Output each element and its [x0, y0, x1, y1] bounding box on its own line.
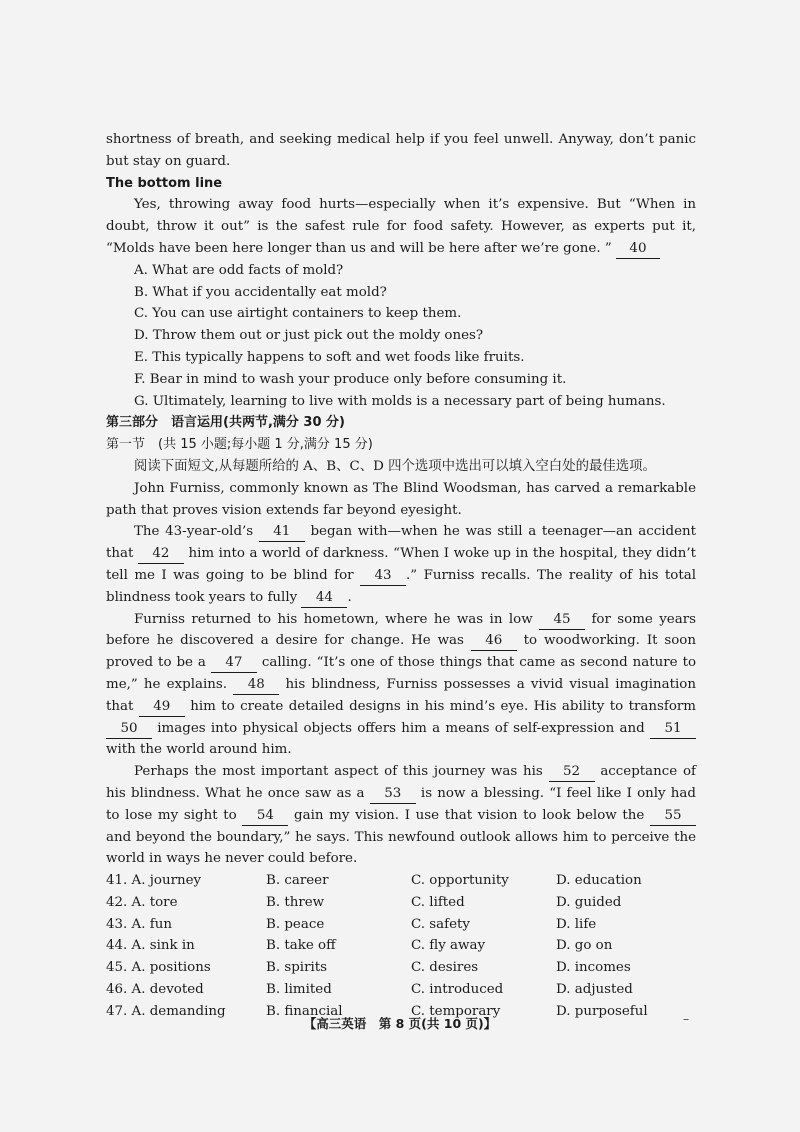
option-b[interactable]: B. What if you accidentally eat mold?	[134, 284, 387, 300]
question-44	[106, 935, 696, 957]
options-list	[106, 260, 696, 413]
answer-grid	[106, 870, 696, 1023]
choice-42-a[interactable]: 42. A. tore	[106, 894, 178, 910]
choice-42-c[interactable]: C. lifted	[411, 894, 465, 910]
blank-49[interactable]: 49	[139, 698, 185, 717]
exam-page	[106, 129, 696, 1023]
option-f[interactable]: F. Bear in mind to wash your produce only before consuming it.	[134, 371, 567, 387]
passage-end: shortness of breath, and seeking medical help if you feel unwell. Anyway, don’t panic but stay on guard.	[106, 132, 696, 169]
blank-55[interactable]: 55	[650, 807, 696, 826]
option-a[interactable]: A. What are odd facts of mold?	[134, 262, 344, 278]
blank-46[interactable]: 46	[471, 632, 517, 651]
page-footer: 【高三英语 第 8 页(共 10 页)】	[303, 1016, 497, 1031]
blank-54[interactable]: 54	[242, 807, 288, 826]
question-43	[106, 914, 696, 936]
choice-43-d[interactable]: D. life	[556, 916, 597, 932]
cloze-text: Perhaps the most important aspect of this journey was his	[134, 764, 549, 780]
bottom-line-text: Yes, throwing away food hurts—especially when it’s expensive. But “When in doubt, throw it out” is the safest rule for food safety. However, as experts put it, “Molds have been here longer than us and will be here after we’re gone. ”	[106, 197, 696, 256]
blank-48[interactable]: 48	[233, 676, 279, 695]
choice-44-a[interactable]: 44. A. sink in	[106, 938, 195, 954]
choice-47-b[interactable]: B. financial	[266, 1003, 343, 1019]
choice-43-a[interactable]: 43. A. fun	[106, 916, 172, 932]
choice-47-d[interactable]: D. purposeful	[556, 1003, 648, 1019]
choice-41-c[interactable]: C. opportunity	[411, 873, 509, 889]
cloze-text: .	[347, 589, 352, 605]
cloze-text: him into a world of darkness. “When I woke up in the hospital, they didn’t tell me I was going to be blind for	[106, 546, 696, 583]
blank-53[interactable]: 53	[370, 785, 416, 804]
cloze-text: his blindness, Furniss possesses a vivid visual imagination that	[106, 676, 696, 714]
choice-41-b[interactable]: B. career	[266, 873, 329, 889]
choice-43-c[interactable]: C. safety	[411, 916, 470, 932]
choice-44-d[interactable]: D. go on	[556, 938, 613, 954]
blank-50[interactable]: 50	[106, 720, 152, 739]
question-46	[106, 979, 696, 1001]
bottom-line-paragraph	[106, 194, 696, 259]
choice-46-a[interactable]: 46. A. devoted	[106, 982, 204, 998]
option-g[interactable]: G. Ultimately, learning to live with molds is a necessary part of being humans.	[134, 393, 666, 409]
cloze-text: to woodworking. It soon proved to be a	[106, 633, 696, 671]
cloze-text: calling. “It’s one of those things that came as second nature to me,” he explains.	[106, 655, 697, 692]
corner-mark: –	[683, 1012, 689, 1026]
cloze-paragraph-3	[106, 609, 696, 762]
cloze-text: acceptance of his blindness. What he once saw as a	[106, 764, 696, 801]
choice-46-c[interactable]: C. introduced	[411, 982, 504, 998]
cloze-text: began with—when he was still a teenager—an accident that	[106, 524, 697, 562]
cloze-text: .” Furniss recalls. The reality of his total blindness took years to fully	[106, 567, 696, 605]
question-42	[106, 892, 696, 914]
choice-42-d[interactable]: D. guided	[556, 894, 622, 910]
blank-51[interactable]: 51	[650, 720, 696, 739]
cloze-text: and beyond the boundary,” he says. This newfound outlook allows him to perceive the world in ways he never could before.	[106, 829, 696, 867]
blank-40[interactable]: 40	[616, 240, 660, 259]
cloze-text: gain my vision. I use that vision to look below the	[288, 807, 650, 823]
choice-41-a[interactable]: 41. A. journey	[106, 873, 202, 889]
blank-45[interactable]: 45	[539, 611, 585, 630]
question-41	[106, 870, 696, 892]
blank-42[interactable]: 42	[138, 545, 184, 564]
cloze-text: The 43-year-old’s	[134, 524, 259, 540]
cloze-text: Furniss returned to his hometown, where he was in low	[134, 611, 540, 627]
blank-44[interactable]: 44	[301, 589, 347, 608]
choice-45-d[interactable]: D. incomes	[556, 960, 631, 976]
question-45	[106, 957, 696, 979]
choice-45-b[interactable]: B. spirits	[266, 960, 328, 976]
cloze-paragraph-2	[106, 521, 696, 608]
cloze-text: him to create detailed designs in his mind’s eye. His ability to transform	[184, 698, 696, 714]
choice-44-b[interactable]: B. take off	[266, 938, 336, 954]
choice-47-a[interactable]: 47. A. demanding	[106, 1003, 226, 1019]
choice-45-c[interactable]: C. desires	[411, 960, 479, 976]
blank-52[interactable]: 52	[549, 763, 595, 782]
choice-45-a[interactable]: 45. A. positions	[106, 960, 211, 976]
option-c[interactable]: C. You can use airtight containers to keep them.	[134, 306, 462, 322]
blank-47[interactable]: 47	[211, 654, 257, 673]
choice-46-b[interactable]: B. limited	[266, 982, 332, 998]
choice-47-c[interactable]: C. temporary	[411, 1003, 501, 1019]
section-3-instruction: 阅读下面短文,从每题所给的 A、B、C、D 四个选项中选出可以填入空白处的最佳选项。	[134, 458, 656, 474]
blank-41[interactable]: 41	[259, 523, 305, 542]
blank-43[interactable]: 43	[360, 567, 406, 586]
option-d[interactable]: D. Throw them out or just pick out the moldy ones?	[134, 328, 484, 344]
cloze-text: for some years before he discovered a desire for change. He was	[106, 611, 696, 649]
section-3-subtitle: 第一节 (共 15 小题;每小题 1 分,满分 15 分)	[106, 437, 373, 453]
choice-41-d[interactable]: D. education	[556, 873, 642, 889]
section-3-title: 第三部分 语言运用(共两节,满分 30 分)	[106, 415, 345, 431]
cloze-paragraph-1: John Furniss, commonly known as The Blind Woodsman, has carved a remarkable path that proves vision extends far beyond eyesight.	[106, 480, 696, 518]
choice-46-d[interactable]: D. adjusted	[556, 982, 633, 998]
cloze-text: images into physical objects offers him a means of self-expression and	[152, 720, 650, 736]
cloze-text: with the world around him.	[106, 742, 292, 758]
cloze-paragraph-4	[106, 761, 696, 870]
choice-43-b[interactable]: B. peace	[266, 916, 325, 932]
choice-44-c[interactable]: C. fly away	[411, 938, 486, 954]
cloze-text: is now a blessing. “I feel like I only had to lose my sight to	[106, 785, 696, 823]
option-e[interactable]: E. This typically happens to soft and wet foods like fruits.	[134, 349, 525, 365]
section-heading-bottom-line: The bottom line	[106, 175, 223, 191]
choice-42-b[interactable]: B. threw	[266, 894, 325, 910]
